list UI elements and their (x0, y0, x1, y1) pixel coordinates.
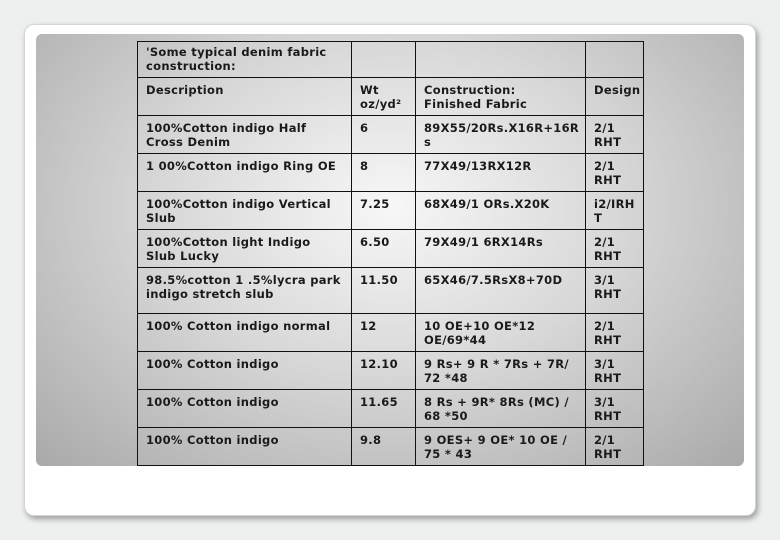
cell-construction: 89X55/20Rs.X16R+16R s (416, 116, 586, 154)
cell-description: 100%Cotton indigo Half Cross Denim (138, 116, 352, 154)
denim-construction-table (137, 41, 644, 466)
table-row (138, 390, 644, 428)
cell-construction: 68X49/1 ORs.X20K (416, 192, 586, 230)
cell-weight: 7.25 (352, 192, 416, 230)
cell-description: 100% Cotton indigo normal (138, 314, 352, 352)
cell-description: 100% Cotton indigo (138, 428, 352, 466)
table-row (138, 116, 644, 154)
cell-weight: 11.65 (352, 390, 416, 428)
cell-construction: 9 Rs+ 9 R * 7Rs + 7R/ 72 *48 (416, 352, 586, 390)
cell-description: 100% Cotton indigo (138, 352, 352, 390)
table-row (138, 230, 644, 268)
cell-design: 3/1 RHT (586, 352, 644, 390)
cell-description: 98.5%cotton 1 .5%lycra park indigo stretch slub (138, 268, 352, 314)
cell-construction: 10 OE+10 OE*12 OE/69*44 (416, 314, 586, 352)
cell-description: 100%Cotton indigo Vertical Slub (138, 192, 352, 230)
table-row (138, 428, 644, 466)
header-description: Description (138, 78, 352, 116)
cell-construction: 8 Rs + 9R* 8Rs (MC) / 68 *50 (416, 390, 586, 428)
cell-weight: 11.50 (352, 268, 416, 314)
header-weight: Wt oz/yd² (352, 78, 416, 116)
cell-design: 2/1 RHT (586, 230, 644, 268)
cell-construction: 9 OES+ 9 OE* 10 OE / 75 * 43 (416, 428, 586, 466)
cell-weight: 12.10 (352, 352, 416, 390)
cell-construction: 77X49/13RX12R (416, 154, 586, 192)
header-construction: Construction: Finished Fabric (416, 78, 586, 116)
cell-description: 100% Cotton indigo (138, 390, 352, 428)
cell-weight: 8 (352, 154, 416, 192)
cell-construction: 65X46/7.5RsX8+70D (416, 268, 586, 314)
table-row (138, 154, 644, 192)
cell-weight: 6 (352, 116, 416, 154)
cell-design: 2/1 RHT (586, 154, 644, 192)
cell-design: 2/1 RHT (586, 116, 644, 154)
table-title: 'Some typical denim fabric construction: (138, 42, 352, 78)
table-title-row (138, 42, 644, 78)
table-row (138, 314, 644, 352)
cell-design: i2/IRH T (586, 192, 644, 230)
cell-construction: 79X49/1 6RX14Rs (416, 230, 586, 268)
table-title-cell (586, 42, 644, 78)
table-header-row (138, 78, 644, 116)
cell-design: 3/1 RHT (586, 268, 644, 314)
cell-design: 2/1 RHT (586, 428, 644, 466)
header-design: Design (586, 78, 644, 116)
table-row (138, 192, 644, 230)
cell-design: 2/1 RHT (586, 314, 644, 352)
cell-description: 1 00%Cotton indigo Ring OE (138, 154, 352, 192)
table-title-cell (416, 42, 586, 78)
table-row (138, 268, 644, 314)
table-row (138, 352, 644, 390)
table-title-cell (352, 42, 416, 78)
cell-weight: 12 (352, 314, 416, 352)
cell-weight: 9.8 (352, 428, 416, 466)
cell-design: 3/1 RHT (586, 390, 644, 428)
cell-weight: 6.50 (352, 230, 416, 268)
cell-description: 100%Cotton light Indigo Slub Lucky (138, 230, 352, 268)
